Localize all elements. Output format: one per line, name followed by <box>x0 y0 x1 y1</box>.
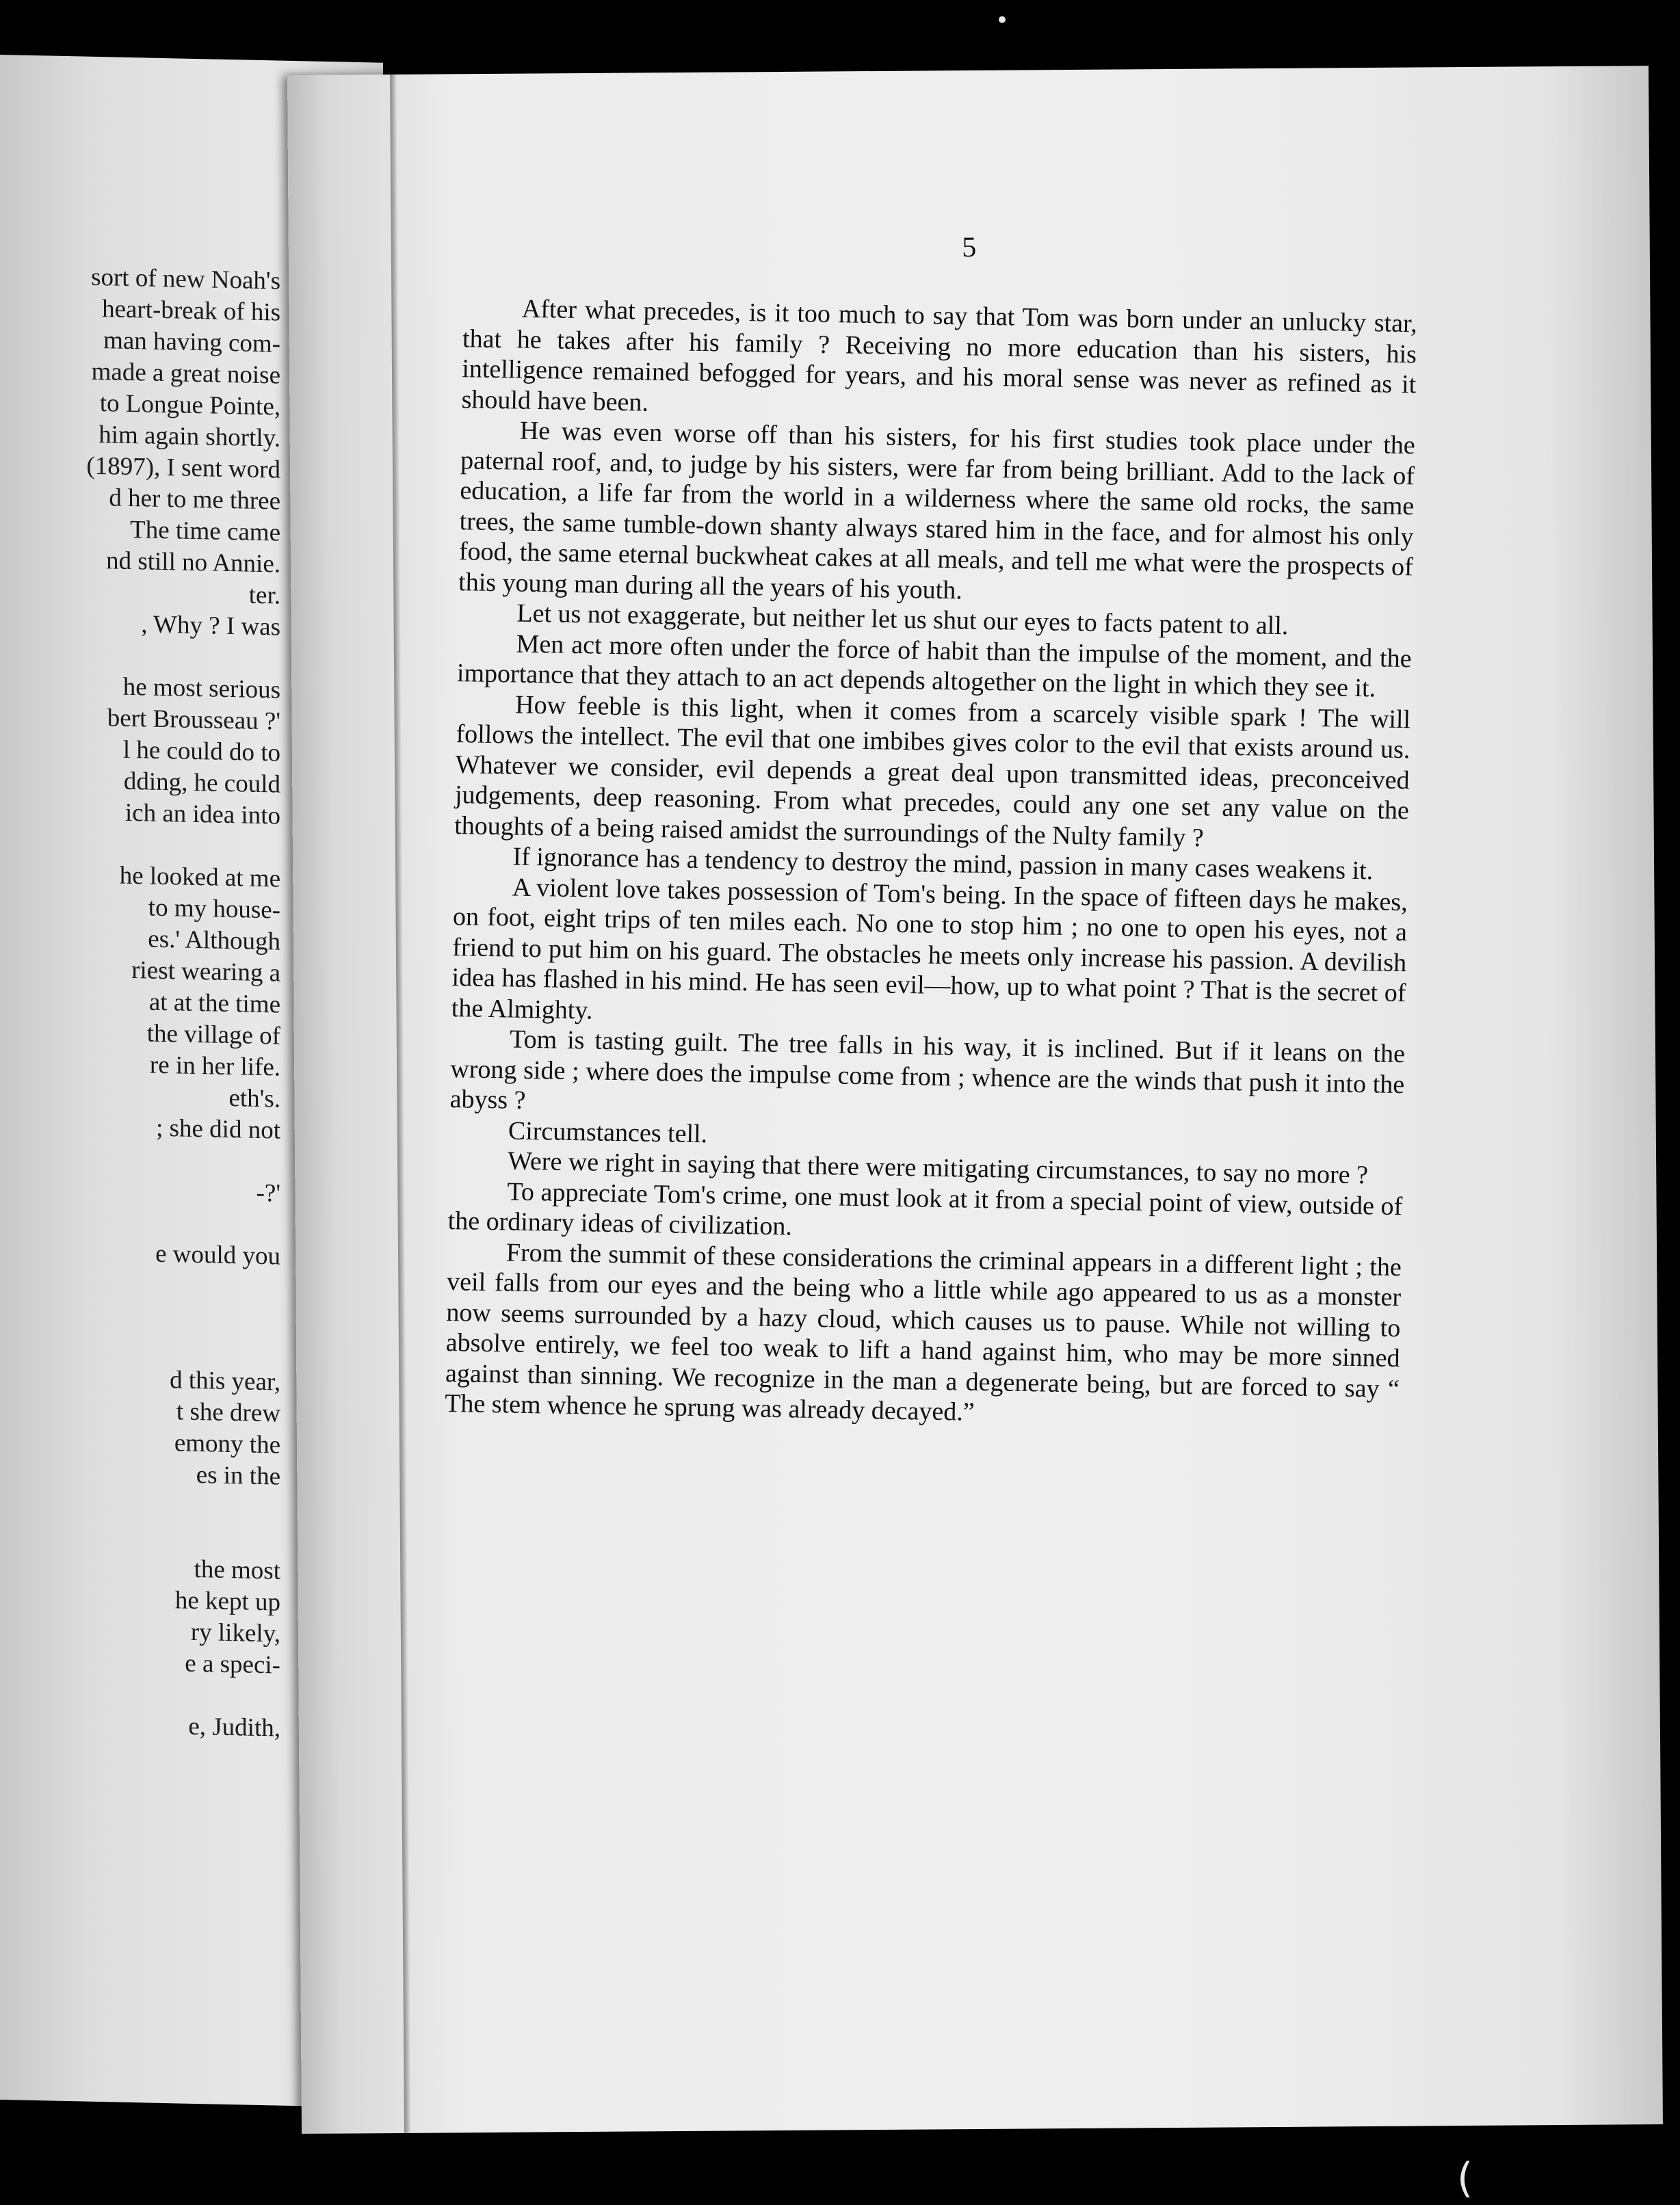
text-line: ; she did not <box>156 1113 280 1145</box>
page-body <box>445 293 1417 1434</box>
text-line: e, Judith, <box>188 1712 280 1743</box>
text-line: to Longue Pointe, <box>99 389 280 421</box>
page-5 <box>287 66 1663 2134</box>
text-line: the most <box>194 1555 280 1585</box>
paragraph: Let us not exaggerate, but neither let us shut our eyes to facts patent to all. <box>516 598 1289 641</box>
paragraph: If ignorance has a tendency to destroy the mind, passion in many cases weakens it. <box>512 842 1374 886</box>
paragraph: How feeble is this light, when it comes from a scarcely visible spark ! The will follows the intellect. The evil that one imbibes gives color to the evil that exists around us. Whatever we consider, evil depends a great deal upon transmitted ideas, preconceived judgements, deep reasoning. From what precedes, could any one set any value on the thoughts of a being raised amidst the surroundings of the Nulty family ? <box>454 690 1411 852</box>
text-line: he looked at me <box>119 861 280 893</box>
text-line: the village of <box>146 1019 280 1051</box>
paragraph: After what precedes, is it too much to say that Tom was born under an unlucky star, that he takes after his family ? Receiving no more education than his sisters, his intelligence remained befogged for years, and his moral sense was never as refined as it should have been. <box>461 294 1418 417</box>
text-line: , Why ? I was <box>141 610 280 642</box>
page-gutter <box>390 75 411 2133</box>
text-line: es in the <box>196 1461 280 1491</box>
text-line: d this year, <box>170 1366 280 1397</box>
text-line: he most serious <box>122 672 280 704</box>
text-line: e a speci- <box>185 1649 280 1680</box>
scan-speck: • <box>995 7 1010 34</box>
text-line: to my house- <box>148 893 280 925</box>
text-line: man having com- <box>103 326 280 358</box>
text-line: at at the time <box>148 988 280 1019</box>
text-line: l he could do to <box>122 735 280 767</box>
text-line: emony the <box>174 1429 280 1460</box>
paragraph: To appreciate Tom's crime, one must look at it from a special point of view, outside of the ordinary ideas of civilization. <box>447 1176 1403 1241</box>
text-line: ry likely, <box>190 1618 280 1648</box>
paragraph: Tom is tasting guilt. The tree falls in his way, it is inclined. But if it leans on the wrong side ; where does the impulse come from ; whence are the winds that push it into the abyss ? <box>449 1025 1406 1115</box>
text-line: e would you <box>155 1239 280 1271</box>
paragraph: A violent love takes possession of Tom's being. In the space of fifteen days he makes, on foot, eight trips of ten miles each. No one to stop him ; no one to open his eyes, not a friend to put him on his guard. The obstacles he meets only increase his passion. A devilish idea has flashed in his mind. He has seen evil—how, up to what point ? That is the secret of the Almighty. <box>451 873 1408 1025</box>
text-line: ter. <box>248 581 280 610</box>
text-line: him again shortly. <box>99 421 280 453</box>
text-line: eth's. <box>228 1084 280 1113</box>
paragraph: He was even worse off than his sisters, for his first studies took place under the paternal roof, and, to judge by his sisters, were far from being brilliant. Add to the lack of education, a life far from the world in a wilderness where the same old rocks, the same trees, the same tumble-down shanty always stared him in the face, and for almost his only food, the same eternal buckwheat cakes at all meals, and tell me what were the prospects of this young man during all the years of his youth. <box>458 416 1416 605</box>
text-line: d her to me three <box>109 484 280 516</box>
paragraph: From the summit of these considerations the criminal appears in a different light ; the veil falls from our eyes and the being who a little while ago appeared to us as a monster now seems surrounded by a hazy cloud, which causes us to pause. While not willing to absolve entirely, we feel too weak to lift a hand against him, who may be more sinned against than sinning. We recognize in the man a degenerate being, but are forced to say “ The stem whence he sprung was already decayed.” <box>444 1237 1402 1427</box>
text-line: t she drew <box>176 1397 280 1428</box>
text-line: nd still no Annie. <box>106 546 280 579</box>
text-line: he kept up <box>174 1586 280 1617</box>
text-line: heart-break of his <box>102 295 280 327</box>
page-number: 5 <box>962 231 977 264</box>
text-line: re in her life. <box>149 1051 280 1082</box>
text-line: bert Brousseau ?' <box>107 704 280 736</box>
text-line: -?' <box>256 1178 280 1208</box>
text-line: The time came <box>130 515 280 547</box>
scan-speck: ( <box>1457 2154 1473 2202</box>
text-line: ich an idea into <box>124 798 280 830</box>
paragraph: Were we right in saying that there were mitigating circumstances, to say no more ? <box>507 1146 1369 1190</box>
text-line: made a great noise <box>91 357 280 390</box>
paragraph: Men act more often under the force of habit than the impulse of the moment, and the importance that they attach to an act depends altogether on the light in which they see it. <box>456 629 1412 703</box>
text-line: es.' Although <box>148 925 280 956</box>
paragraph: Circumstances tell. <box>508 1115 708 1148</box>
text-line: dding, he could <box>123 767 280 799</box>
text-line: (1897), I sent word <box>86 451 280 484</box>
text-line: sort of new Noah's <box>91 263 280 295</box>
text-line: riest wearing a <box>131 956 280 988</box>
